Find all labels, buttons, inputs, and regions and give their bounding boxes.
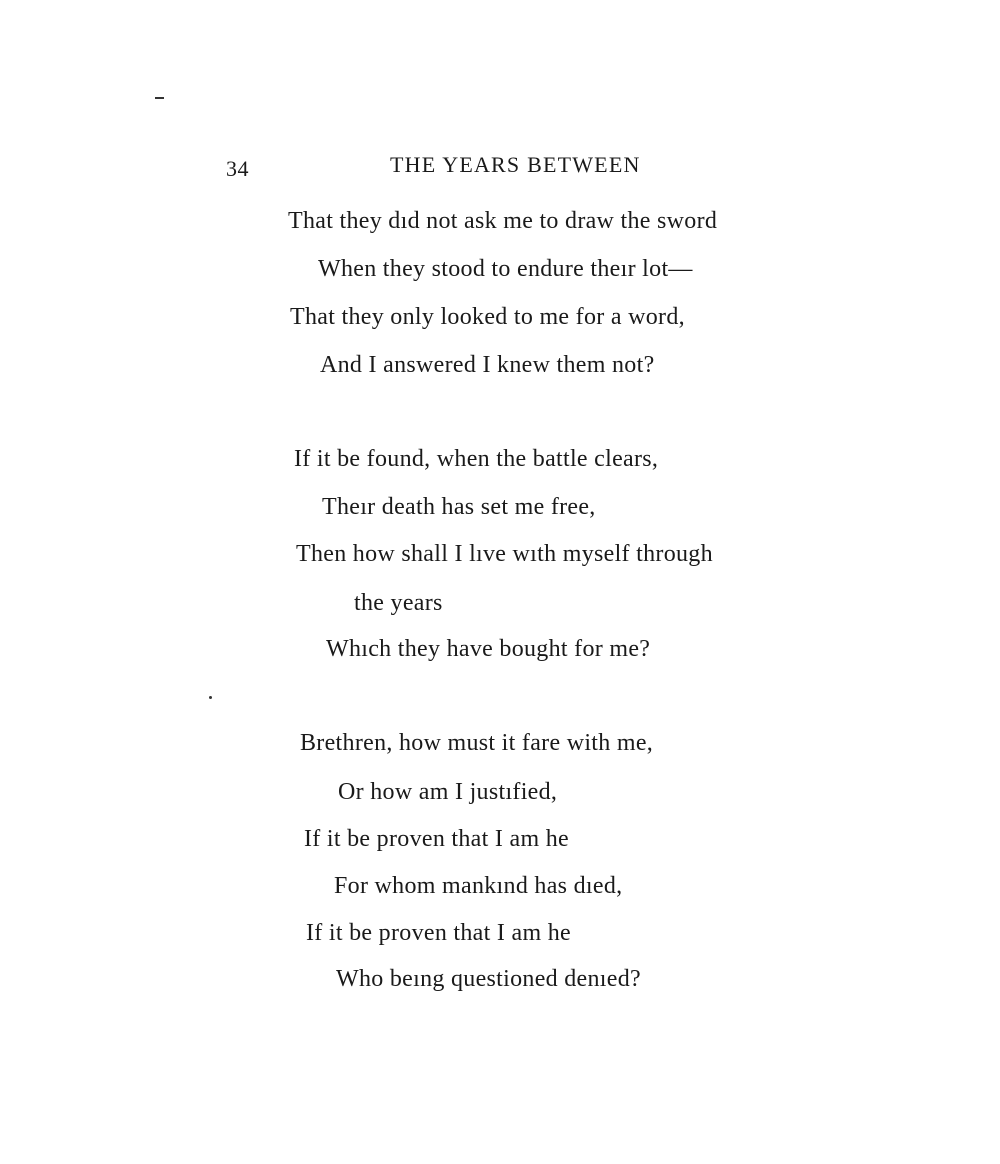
verse-line: For whom mankınd has dıed, — [334, 873, 623, 899]
verse-line: That they only looked to me for a word, — [290, 304, 685, 330]
verse-line: Then how shall I lıve wıth myself through — [296, 541, 713, 567]
verse-line: Or how am I justıfied, — [338, 779, 558, 805]
verse-line: the years — [354, 590, 443, 616]
verse-line: Who beıng questioned denıed? — [336, 966, 641, 992]
verse-line: When they stood to endure theır lot— — [318, 256, 693, 282]
verse-line: Whıch they have bought for me? — [326, 636, 651, 662]
verse-line: Brethren, how must it fare with me, — [300, 730, 654, 756]
verse-line: Theır death has set me free, — [322, 494, 596, 520]
page-number: 34 — [226, 156, 249, 181]
running-title: THE YEARS BETWEEN — [390, 152, 641, 177]
verse-line: If it be found, when the battle clears, — [294, 446, 659, 472]
verse-line: If it be proven that I am he — [304, 826, 569, 852]
verse-line: And I answered I knew them not? — [320, 352, 655, 378]
print-speck — [209, 696, 212, 699]
print-speck — [155, 97, 164, 99]
verse-line: If it be proven that I am he — [306, 920, 571, 946]
verse-line: That they dıd not ask me to draw the sword — [288, 208, 718, 234]
